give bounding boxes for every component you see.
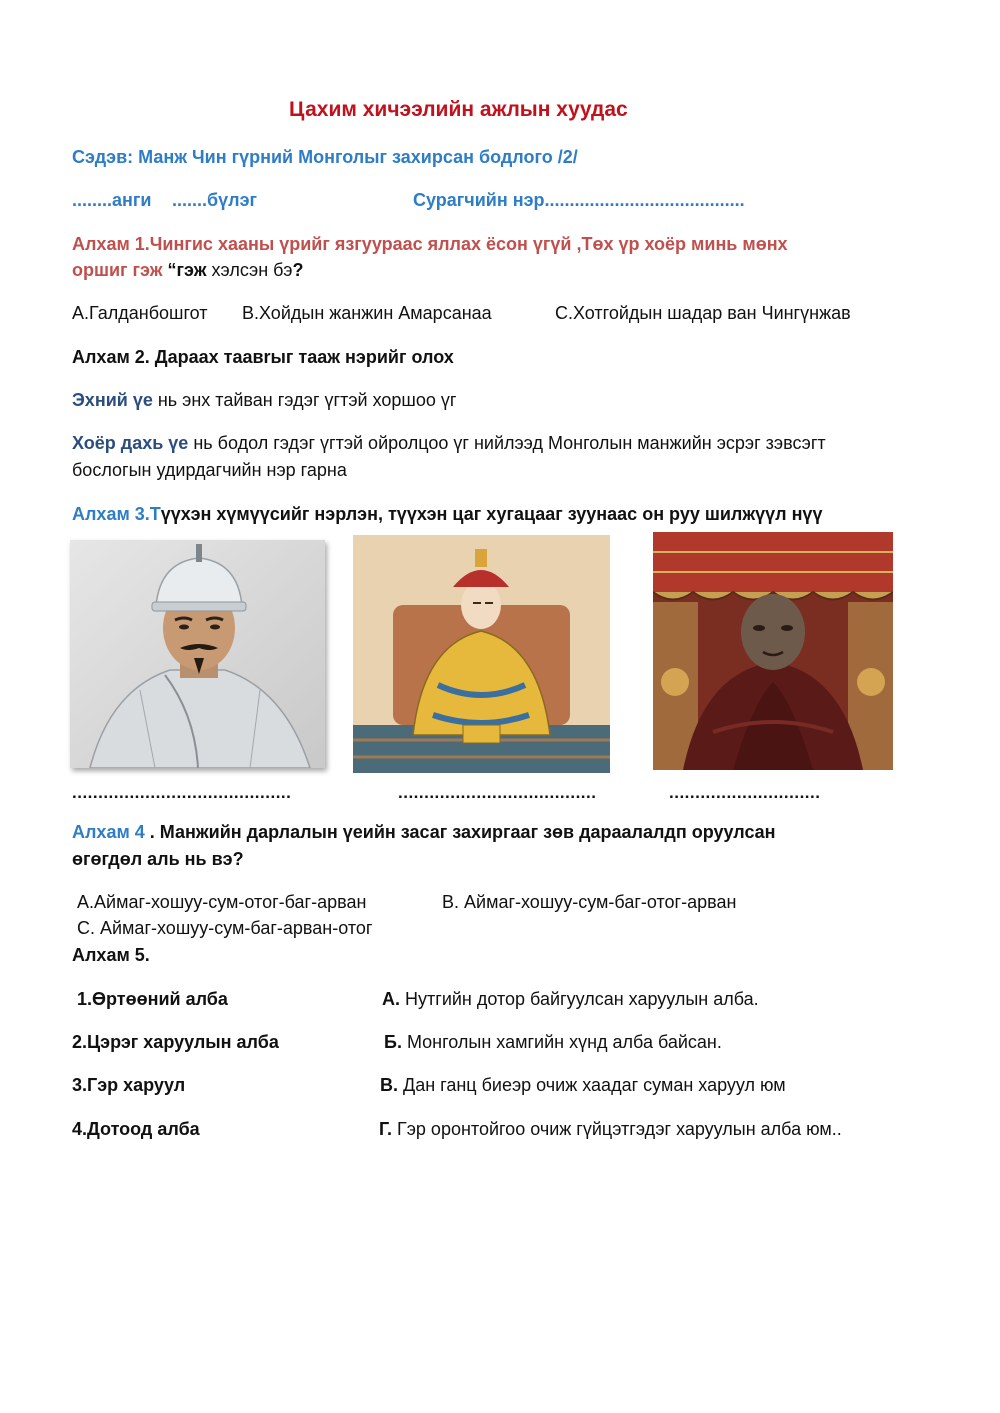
match-letter-c: В. [380, 1075, 398, 1095]
clue2-text: нь бодол гэдэг үгтэй ойролцоо үг нийлээд Монголын манжийн эсрэг зэвсэгт [193, 433, 826, 453]
step1-question-text: хэлсэн бэ [211, 260, 293, 280]
portrait-lama [653, 532, 893, 770]
match-left-3: 3.Гэр харуул [72, 1075, 186, 1095]
portrait1-name-blank: .......................................... [72, 783, 292, 802]
portrait-emperor [353, 535, 610, 773]
topic-line: Сэдэв: Манж Чин гүрний Монголыг захирсан бодлого /2/ [72, 147, 578, 167]
portrait-warrior [70, 540, 325, 768]
step1-option-a: А.Галданбошгот [72, 303, 208, 323]
match-letter-a: А. [382, 989, 400, 1009]
match-right-b [384, 1032, 722, 1053]
step3-heading-rest: үүхэн хүмүүсийг нэрлэн, түүхэн цаг хугацааг зуунаас он руу шилжүүл нүү [160, 504, 823, 524]
portrait2-name-blank: ...................................... [398, 783, 597, 802]
match-text-d: Гэр оронтойгоо очиж гүйцэтгэдэг харуулын алба юм.. [396, 1119, 842, 1139]
match-letter-b: Б. [384, 1032, 402, 1052]
step1-heading-line2 [72, 260, 303, 281]
step1-quote: “гэж [167, 260, 207, 280]
match-left-1: 1.Өртөөний алба [77, 989, 228, 1009]
step1-colored-phrase: оршиг гэж [72, 260, 163, 280]
step1-option-b: В.Хойдын жанжин Амарсанаа [242, 303, 492, 323]
portrait3-name-blank: ............................. [669, 783, 821, 802]
clue2-label: Хоёр дахь үе [72, 433, 189, 453]
match-right-c [380, 1075, 786, 1096]
step4-heading-rest: . Манжийн дарлалын үеийн засаг захиргааг зөв дараалалдп оруулсан [144, 822, 776, 842]
step4-heading-colored: Алхам 4 [72, 822, 145, 842]
step4-heading [72, 822, 776, 843]
class-blank: ........анги [72, 190, 152, 210]
step1-heading: Алхам 1.Чингис хааны үрийг язгуураас яллах ёсон үгүй ,Төх үр хоёр минь мөнх [72, 234, 788, 254]
step4-option-b: В. Аймаг-хошуу-сум-баг-отог-арван [442, 892, 737, 912]
step2-heading: Алхам 2. Дараах таавrыг тааж нэрийг олох [72, 347, 454, 367]
step2-clue1 [72, 390, 456, 411]
match-letter-d: Г. [379, 1119, 392, 1139]
clue2-text-line2: бослогын удирдагчийн нэр гарна [72, 460, 347, 480]
match-text-b: Монголын хамгийн хүнд алба байсан. [406, 1032, 722, 1052]
step1-question-mark: ? [292, 260, 304, 280]
step4-option-a: А.Аймаг-хошуу-сум-отог-баг-арван [77, 892, 367, 912]
page-title: Цахим хичээлийн ажлын хуудас [289, 98, 628, 121]
step2-clue2 [72, 433, 826, 454]
match-right-d [379, 1119, 842, 1140]
step4-option-c: С. Аймаг-хошуу-сум-баг-арван-отог [77, 918, 373, 938]
step5-heading: Алхам 5. [72, 945, 150, 965]
match-text-c: Дан ганц биеэр очиж хаадаг суман харуул юм [403, 1075, 786, 1095]
match-left-4: 4.Дотоод алба [72, 1119, 200, 1139]
match-right-a [382, 989, 759, 1010]
step3-heading [72, 504, 822, 525]
clue1-label: Эхний үе [72, 390, 153, 410]
step1-option-c: С.Хотгойдын шадар ван Чингүнжав [555, 303, 851, 323]
unit-blank: .......бүлэг [172, 190, 258, 210]
step4-heading-line2: өгөгдөл аль нь вэ? [72, 849, 244, 869]
step3-heading-colored: Алхам 3.Т [72, 504, 161, 524]
clue1-text: нь энх тайван гэдэг үгтэй хоршоо үг [157, 390, 457, 410]
match-left-2: 2.Цэрэг харуулын алба [72, 1032, 279, 1052]
student-name-blank: Сурагчийн нэр........................................ [413, 190, 745, 210]
match-text-a: Нутгийн дотор байгуулсан харуулын алба. [405, 989, 759, 1009]
